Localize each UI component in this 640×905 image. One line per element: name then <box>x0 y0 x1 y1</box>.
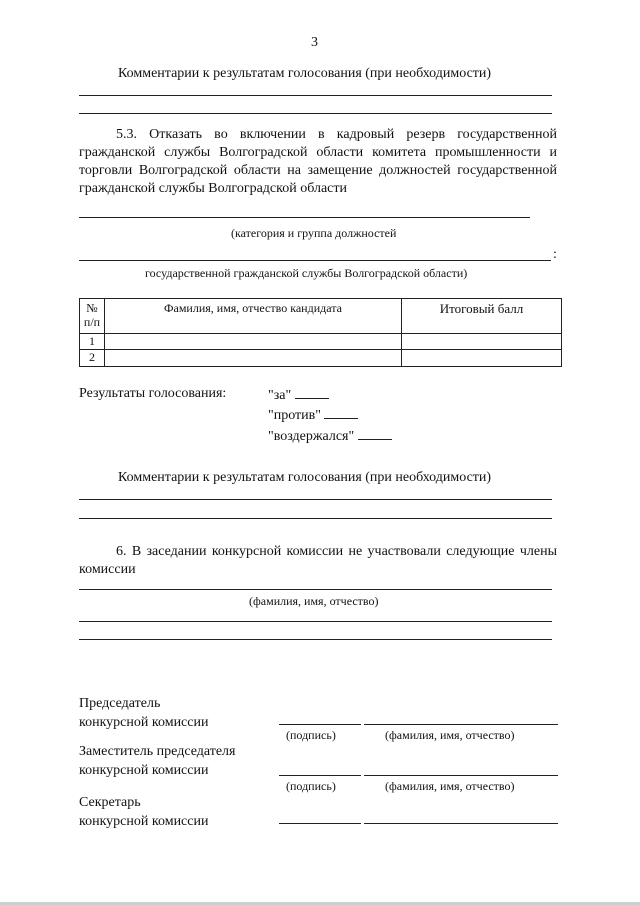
vote-for <box>268 386 329 404</box>
header-name: Фамилия, имя, отчество кандидата <box>105 299 402 334</box>
absent-members-line <box>79 621 552 622</box>
secretary-signature-line <box>279 823 361 824</box>
header-score: Итоговый балл <box>402 299 562 334</box>
deputy-title <box>79 742 235 780</box>
secretary-title-line1: Секретарь <box>79 795 141 810</box>
vote-against <box>268 406 358 424</box>
category-hint: (категория и группа должностей <box>231 226 397 240</box>
vote-abstained-label: "воздержался" <box>268 429 355 444</box>
category-line <box>79 217 530 218</box>
header-num-label: № п/п <box>83 301 101 329</box>
colon-mark: : <box>553 247 557 262</box>
chair-title-line1: Председатель <box>79 696 161 711</box>
service-hint: государственной гражданской службы Волгоградской области) <box>145 266 468 280</box>
comment-line <box>79 518 552 519</box>
comments-heading-2: Комментарии к результатам голосования (при необходимости) <box>118 470 492 485</box>
deputy-title-line2: конкурсной комиссии <box>79 763 209 778</box>
chair-name-line <box>364 724 558 725</box>
section-5-3-text <box>79 126 557 198</box>
comment-line <box>79 95 552 96</box>
secretary-title-line2: конкурсной комиссии <box>79 814 209 829</box>
deputy-signature-line <box>279 775 361 776</box>
secretary-name-line <box>364 823 558 824</box>
table-header-row <box>80 299 562 334</box>
vote-for-blank <box>295 386 329 399</box>
deputy-name-line <box>364 775 558 776</box>
page-number: 3 <box>311 35 318 50</box>
category-line-2 <box>79 260 551 261</box>
absent-members-hint: (фамилия, имя, отчество) <box>249 594 379 608</box>
absent-members-line <box>79 639 552 640</box>
table-row <box>80 334 562 350</box>
deputy-title-line1: Заместитель председателя <box>79 744 236 759</box>
chair-title <box>79 694 208 732</box>
vote-abstained-blank <box>358 427 392 440</box>
cell-name <box>105 334 402 350</box>
cell-score <box>402 334 562 350</box>
comments-heading: Комментарии к результатам голосования (при необходимости) <box>118 66 492 81</box>
vote-against-label: "против" <box>268 408 321 423</box>
chair-title-line2: конкурсной комиссии <box>79 715 209 730</box>
absent-members-line <box>79 589 552 590</box>
chair-signature-line <box>279 724 361 725</box>
section-6-text <box>79 543 557 579</box>
cell-name <box>105 350 402 367</box>
cell-num: 2 <box>80 350 105 367</box>
section-5-3-paragraph: 5.3. Отказать во включении в кадровый резерв государственной гражданской службы Волгоградской области комитета промышленности и торговли Волгоградской области на замещение должностей государственной гражданской службы Волгоградской области <box>79 127 557 196</box>
voting-label: Результаты голосования: <box>79 386 227 401</box>
cell-num: 1 <box>80 334 105 350</box>
comment-line <box>79 113 552 114</box>
chair-signature-hint: (подпись) <box>286 728 336 742</box>
cell-score <box>402 350 562 367</box>
vote-for-label: "за" <box>268 388 292 403</box>
table-row <box>80 350 562 367</box>
vote-against-blank <box>324 406 358 419</box>
vote-abstained <box>268 427 392 445</box>
secretary-title <box>79 793 208 831</box>
deputy-signature-hint: (подпись) <box>286 779 336 793</box>
chair-name-hint: (фамилия, имя, отчество) <box>385 728 515 742</box>
deputy-name-hint: (фамилия, имя, отчество) <box>385 779 515 793</box>
candidates-table <box>79 298 562 367</box>
header-num <box>80 299 105 334</box>
comment-line <box>79 499 552 500</box>
section-6-paragraph: 6. В заседании конкурсной комиссии не участвовали следующие члены комиссии <box>79 544 557 577</box>
